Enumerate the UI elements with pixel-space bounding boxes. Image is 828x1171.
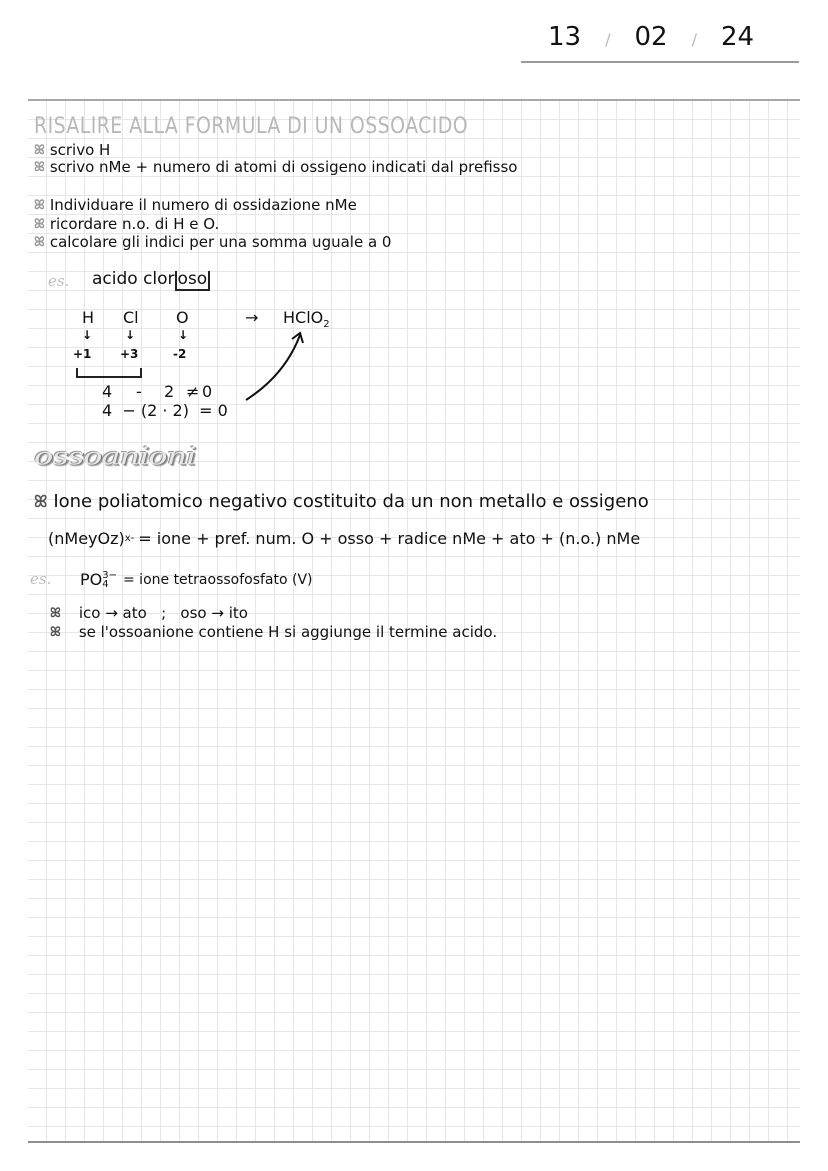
page-date	[548, 22, 754, 52]
element-h: H	[82, 308, 95, 327]
definition-text: Ione poliatomico negativo costituito da un non metallo e ossigeno	[53, 491, 649, 512]
rule-item	[50, 625, 497, 640]
ribbon-bullet-icon: ꕤ	[50, 606, 61, 621]
date-separator: /	[691, 30, 697, 49]
step-item	[34, 160, 517, 175]
step-text: calcolare gli indici per una somma uguale a 0	[49, 233, 392, 251]
element-cl: Cl	[123, 308, 139, 327]
formula-rhs: = ione + pref. num. O + osso + radice nMe + ato + (n.o.) nMe	[138, 529, 641, 548]
calc-line-2: 4 − (2 · 2) = 0	[102, 401, 228, 420]
step-item	[34, 217, 219, 232]
calc-term: 4	[102, 382, 113, 401]
example-phosphate	[80, 571, 313, 589]
definition-item	[34, 493, 649, 511]
calc-line-1	[102, 384, 212, 400]
ribbon-bullet-icon: ꕤ	[34, 160, 45, 175]
step-text: ricordare n.o. di H e O.	[49, 215, 220, 233]
acid-name-prefix: acido clor	[92, 269, 175, 289]
section-title-ossoanioni: ossoanioni	[34, 441, 196, 471]
step-text: Individuare il numero di ossidazione nMe	[49, 196, 357, 214]
rule-text: se l'ossoanione contiene H si aggiunge il termine acido.	[78, 623, 498, 641]
date-year: 24	[720, 22, 755, 52]
sum-bracket	[76, 368, 142, 378]
ribbon-bullet-icon: ꕤ	[34, 143, 45, 158]
right-arrow-icon: →	[245, 308, 259, 327]
calc-term: 0	[202, 382, 213, 401]
step-item	[34, 235, 391, 250]
ion-subscript: 4	[102, 579, 109, 590]
date-day: 13	[548, 22, 582, 52]
ribbon-bullet-icon: ꕤ	[34, 217, 45, 232]
formula-main: HClO	[283, 308, 324, 327]
ion-name: = ione tetraossofosfato (V)	[123, 572, 313, 588]
down-arrow-icon: ↓	[178, 328, 189, 342]
date-separator: /	[605, 30, 611, 49]
down-arrow-icon: ↓	[125, 328, 136, 342]
calc-term: 2	[164, 382, 175, 401]
rule-item	[50, 606, 248, 621]
ribbon-bullet-icon: ꕤ	[34, 492, 48, 511]
calc-term: ≠	[186, 382, 200, 401]
element-o: O	[176, 308, 189, 327]
ribbon-bullet-icon: ꕤ	[50, 625, 61, 640]
example-acid-name	[92, 271, 210, 291]
naming-formula: (nMeyOz) x- = ione + pref. num. O + osso + radice nMe + ato + (n.o.) nMe	[48, 529, 641, 548]
date-underline	[521, 61, 799, 63]
step-text: scrivo nMe + numero di atomi di ossigeno indicati dal prefisso	[49, 158, 518, 176]
oxidation-number-cl: +3	[120, 347, 139, 361]
calc-term: -	[136, 382, 142, 401]
date-month: 02	[634, 22, 668, 52]
section-title-ossoacido: RISALIRE ALLA FORMULA DI UN OSSOACIDO	[34, 114, 469, 139]
ion-charge: 3−	[102, 570, 117, 581]
step-text: scrivo H	[49, 141, 111, 159]
ribbon-bullet-icon: ꕤ	[34, 198, 45, 213]
formula-lhs: (nMeyOz)	[48, 529, 125, 548]
ribbon-bullet-icon: ꕤ	[34, 235, 45, 250]
example-label: es.	[30, 570, 52, 588]
down-arrow-icon: ↓	[82, 328, 93, 342]
step-item	[34, 198, 357, 213]
rule-text: ico → ato ; oso → ito	[78, 604, 248, 622]
acid-name-suffix: oso	[175, 271, 211, 291]
oxidation-number-h: +1	[73, 347, 92, 361]
step-item	[34, 143, 110, 158]
formula-hclo2	[283, 308, 330, 331]
formula-subscript: 2	[323, 319, 330, 331]
curved-arrow-icon	[240, 325, 320, 425]
ion-formula: PO	[80, 570, 103, 589]
example-label: es.	[48, 272, 70, 290]
oxidation-number-o: -2	[173, 347, 187, 361]
